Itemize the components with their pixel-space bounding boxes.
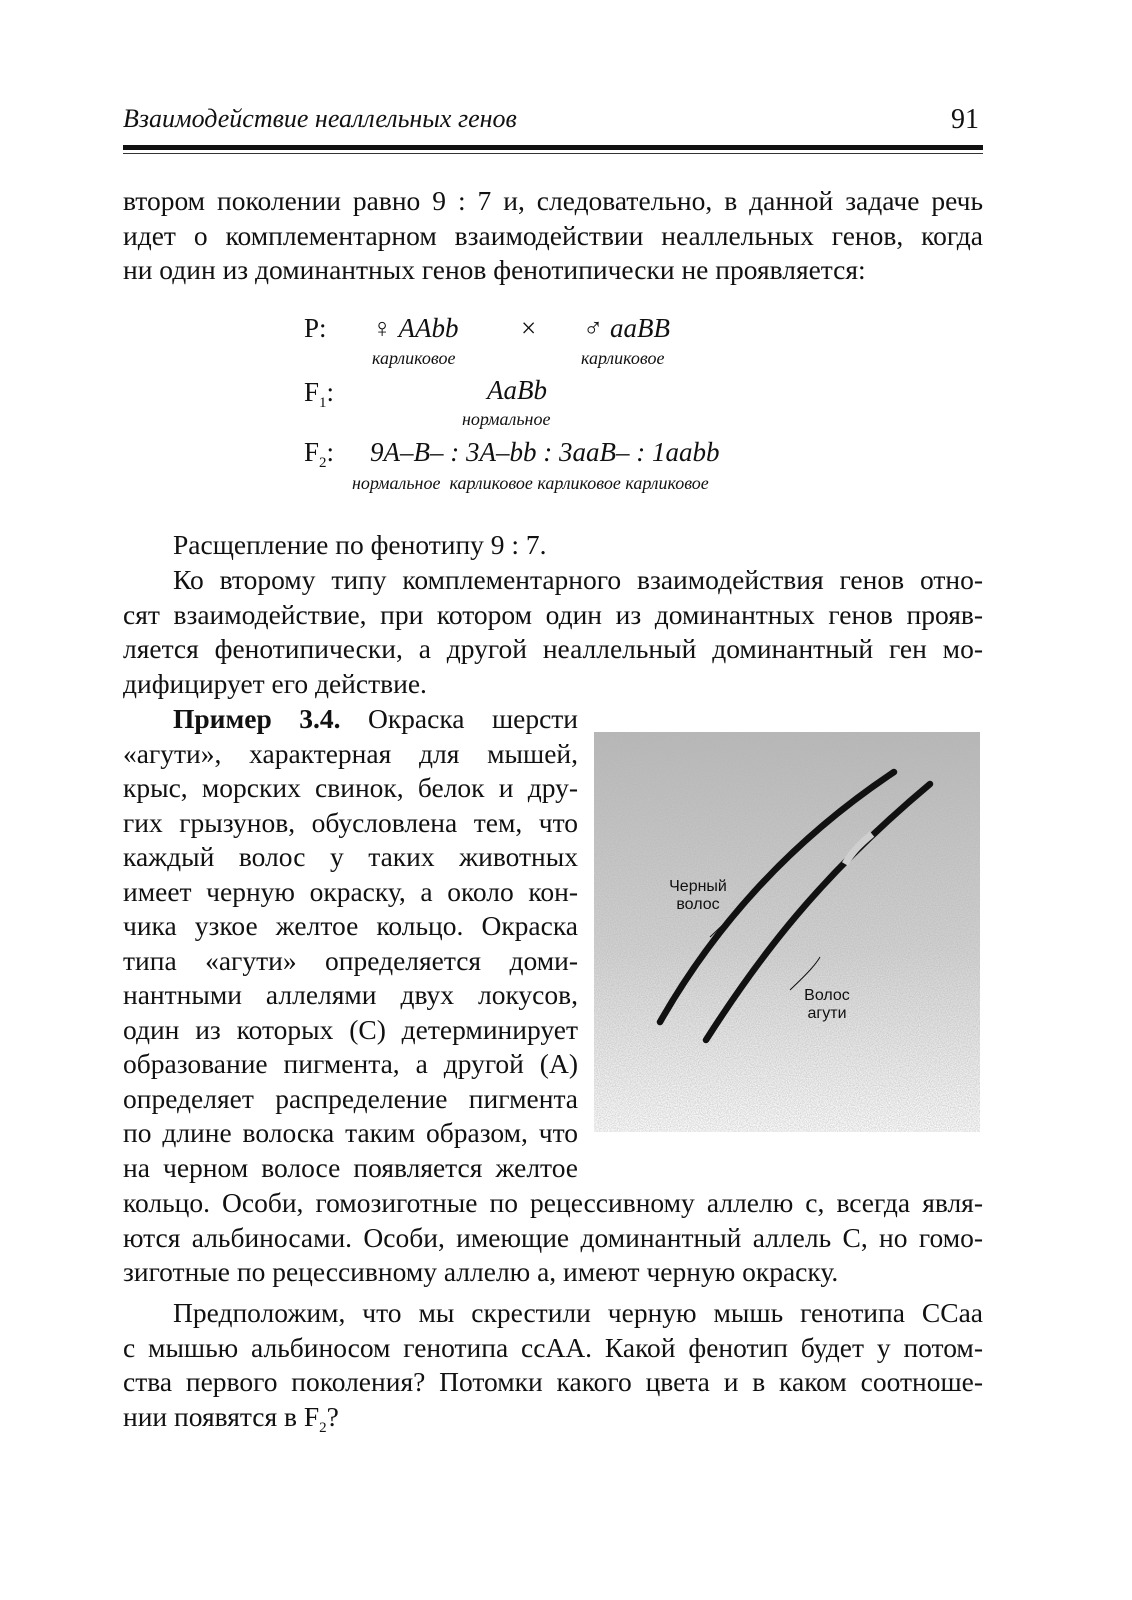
text-line: втором поколении равно 9 : 7 и, следовательно, в данной задаче речь	[123, 185, 983, 216]
text-line: Ко второму типу комплементарного взаимодействия генов отно-	[173, 564, 983, 595]
text-line: крыс, морских свинок, белок и дру-	[123, 772, 578, 803]
split-paragraph	[123, 528, 983, 563]
text-line: с мышью альбиносом генотипа ccAA. Какой фенотип будет у потом-	[123, 1331, 983, 1363]
text-line: ляется фенотипически, а другой неаллельный доминантный ген мо-	[123, 633, 983, 664]
text-line: идет о комплементарном взаимодействии неаллельных генов, когда	[123, 219, 983, 251]
second-type-paragraph	[123, 563, 983, 701]
intro-paragraph	[123, 184, 983, 288]
f2-label: $F_2$:	[304, 437, 335, 471]
header-rule	[123, 145, 983, 150]
hair-illustration	[594, 732, 980, 1132]
example-first-line: Пример 3.4. Окраска шерсти	[173, 703, 579, 734]
text-line: Расщепление по фенотипу 9 : 7.	[173, 529, 547, 560]
f1-genotype: AaBb	[487, 375, 547, 405]
female-phenotype: карликовое	[372, 348, 456, 368]
text-line: ства первого поколения? Потомки какого цвета и в каком соотноше-	[123, 1366, 983, 1397]
text-line: ются альбиносами. Особи, имеющие доминантный аллель C, но гомо-	[123, 1221, 983, 1253]
f2-phenotypes: нормальное карликовое карликовое карликовое	[352, 473, 709, 493]
text-line: нии появятся в $F_2$?	[123, 1400, 339, 1436]
example-continuation	[123, 1186, 983, 1290]
example-heading: Пример 3.4.	[173, 703, 341, 734]
f1-phenotype: нормальное	[462, 409, 551, 429]
p-label: P:	[304, 313, 327, 343]
label-black-hair: Черный волос	[669, 878, 727, 913]
text-line: ни один из доминантных генов фенотипически не проявляется:	[123, 254, 866, 285]
running-header: Взаимодействие неаллельных генов	[123, 104, 517, 133]
question-paragraph	[123, 1296, 983, 1434]
cross-symbol: ×	[521, 313, 537, 343]
text-line: кольцо. Особи, гомозиготные по рецессивному аллелю c, всегда явля-	[123, 1187, 983, 1218]
text-line: типа «агути» определяется доми-	[123, 944, 578, 976]
text-line: зиготные по рецессивному аллелю a, имеют черную окраску.	[123, 1256, 839, 1287]
header-rule-thin	[123, 153, 983, 154]
text-line: Предположим, что мы скрестили черную мышь генотипа CCaa	[173, 1297, 983, 1328]
text-line: каждый волос у таких животных	[123, 841, 578, 872]
male-phenotype: карликовое	[581, 348, 665, 368]
text-line: нантными аллелями двух локусов,	[123, 979, 578, 1010]
hair-figure	[594, 732, 980, 1132]
page-number: 91	[951, 104, 979, 135]
female-genotype: ♀ AAbb	[372, 313, 459, 343]
text-line: имеет черную окраску, а около кон-	[123, 875, 578, 907]
text-line: образование пигмента, а другой (A)	[123, 1048, 578, 1079]
text-line: один из которых (C) детерминирует	[123, 1013, 578, 1045]
male-genotype: ♂ aaBB	[583, 313, 670, 343]
example-paragraph	[123, 702, 578, 1185]
text-line: «агути», характерная для мышей,	[123, 737, 578, 769]
text-line: чика узкое желтое кольцо. Окраска	[123, 910, 578, 941]
text-line: гих грызунов, обусловлена тем, что	[123, 806, 578, 838]
text-line: по длине волоска таким образом, что	[123, 1117, 578, 1148]
text-line: определяет распределение пигмента	[123, 1082, 578, 1114]
f2-ratio: 9A–B– : 3A–bb : 3aaB– : 1aabb	[370, 437, 720, 467]
f1-label: $F_1$:	[304, 377, 335, 411]
text-line: дифицирует его действие.	[123, 667, 427, 699]
text-line: на черном волосе появляется желтое	[123, 1151, 578, 1183]
text-line: сят взаимодействие, при котором один из доминантных генов прояв-	[123, 598, 983, 630]
label-agouti-hair: Волос агути	[804, 987, 850, 1022]
